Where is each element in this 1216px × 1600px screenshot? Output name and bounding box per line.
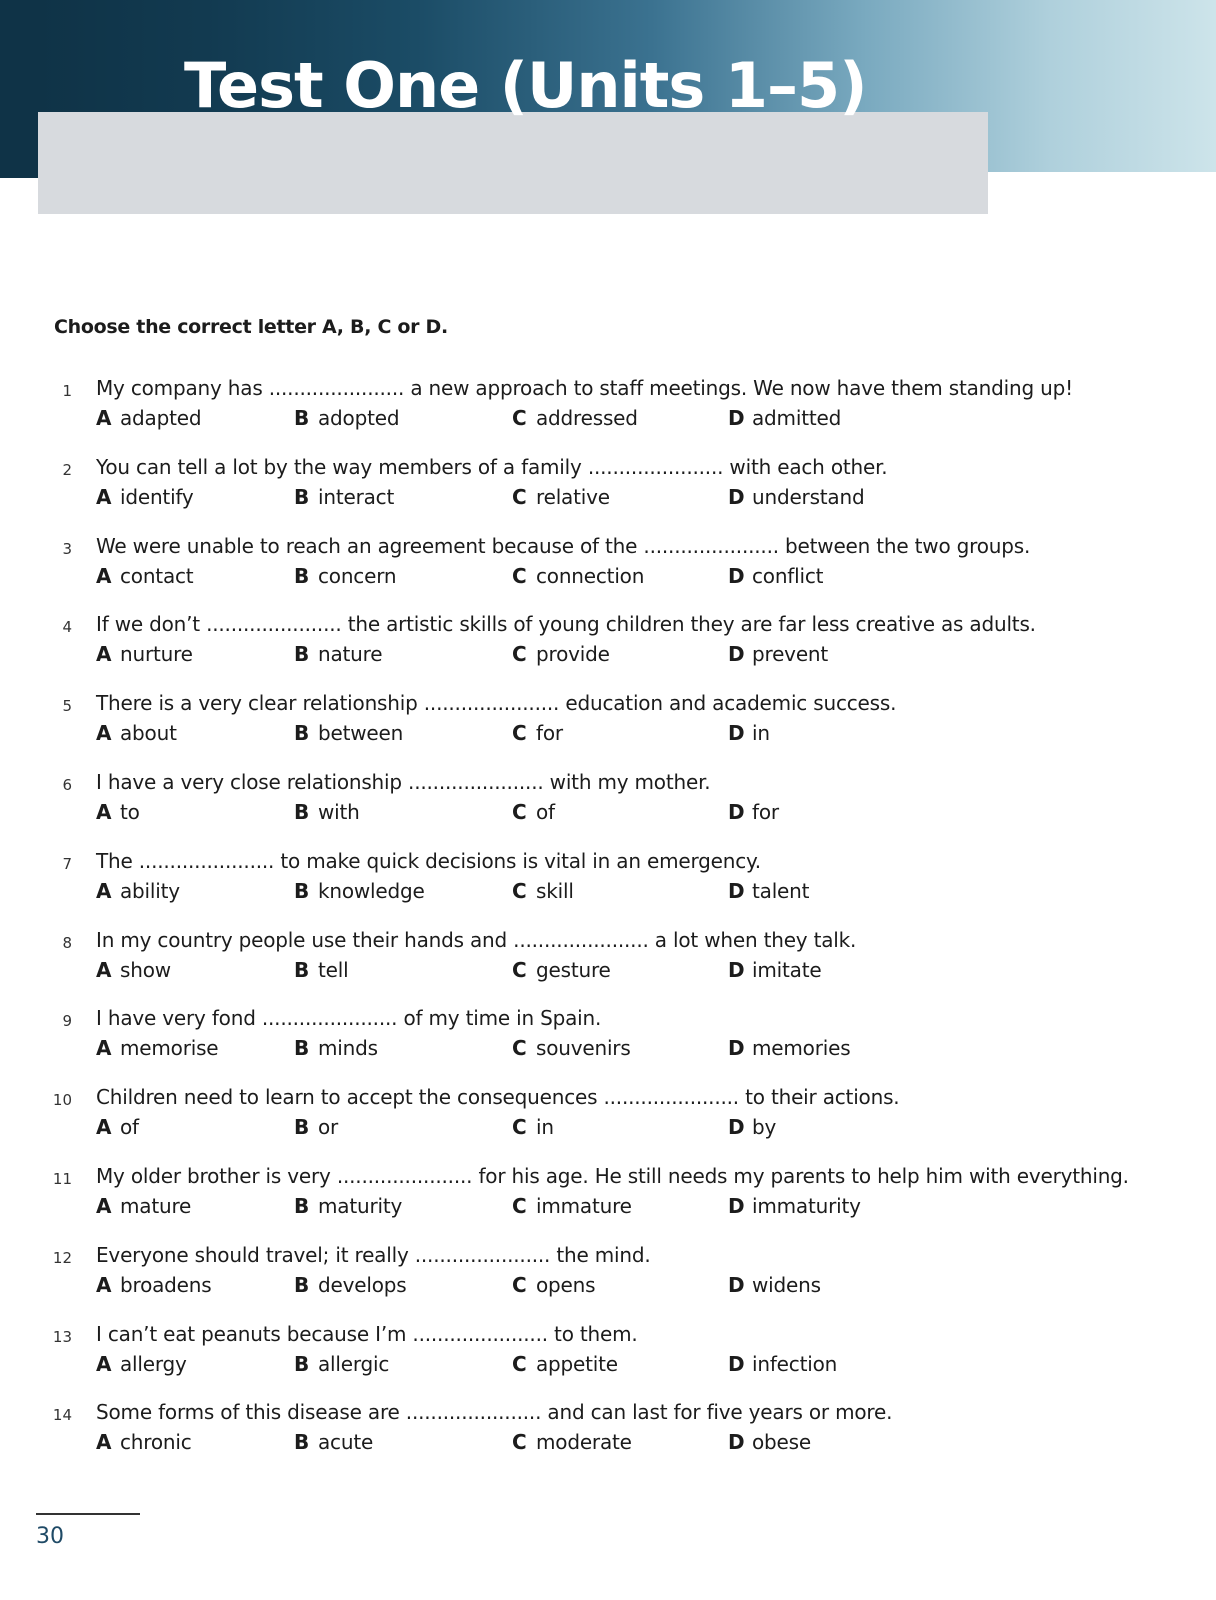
question-item	[40, 612, 1170, 672]
option-letter: B	[294, 1430, 310, 1455]
option-text: show	[120, 957, 171, 982]
option-text: for	[752, 800, 779, 824]
answer-option-d[interactable]	[728, 800, 779, 824]
instruction-text: Choose the correct letter A, B, C or D.	[54, 316, 448, 338]
option-letter: B	[294, 1351, 310, 1376]
option-text: maturity	[318, 1194, 403, 1218]
option-letter: C	[512, 1194, 527, 1218]
option-letter: A	[96, 1272, 112, 1297]
option-text: understand	[752, 484, 865, 509]
answer-option-b[interactable]	[294, 1115, 338, 1139]
answer-option-d[interactable]	[728, 564, 823, 588]
option-text: or	[318, 1115, 339, 1140]
page-title: Test One (Units 1–5)	[184, 49, 867, 122]
option-letter: C	[512, 878, 527, 903]
answer-option-b[interactable]	[294, 958, 348, 982]
option-letter: A	[96, 1194, 112, 1218]
option-text: concern	[318, 563, 397, 588]
question-stem: My company has ...................... a new approach to staff meetings. We now have them standing up!	[96, 376, 1073, 400]
question-number: 10	[52, 1091, 72, 1110]
option-text: relative	[536, 484, 610, 509]
footer-divider	[36, 1513, 140, 1515]
answer-option-c[interactable]	[512, 721, 563, 745]
option-text: in	[536, 1115, 554, 1140]
question-number: 4	[62, 618, 72, 637]
question-stem: Children need to learn to accept the consequences ...................... to their actions.	[96, 1085, 900, 1110]
option-text: souvenirs	[536, 1036, 631, 1061]
option-text: develops	[318, 1272, 407, 1297]
option-text: immature	[536, 1194, 632, 1218]
option-letter: A	[96, 642, 112, 667]
option-text: allergic	[318, 1351, 390, 1376]
option-text: with	[318, 800, 360, 824]
answer-option-a[interactable]	[96, 485, 194, 509]
option-letter: C	[512, 484, 527, 509]
question-item	[40, 1006, 1170, 1066]
answer-option-d[interactable]	[728, 1430, 811, 1454]
option-letter: D	[728, 721, 745, 746]
answer-option-c[interactable]	[512, 958, 611, 982]
question-item	[40, 1322, 1170, 1382]
option-letter: C	[512, 1036, 527, 1061]
option-text: nature	[318, 642, 383, 667]
option-letter: D	[728, 1194, 745, 1218]
option-text: tell	[318, 957, 349, 982]
answer-option-d[interactable]	[728, 485, 864, 509]
option-text: skill	[536, 878, 574, 903]
option-text: about	[120, 721, 177, 746]
option-text: interact	[318, 484, 395, 509]
question-number: 3	[62, 539, 72, 558]
question-item	[40, 455, 1170, 515]
question-item	[40, 1400, 1170, 1460]
answer-option-c[interactable]	[512, 564, 644, 588]
option-text: to	[120, 800, 140, 824]
option-text: connection	[536, 563, 645, 588]
question-number: 2	[62, 460, 72, 479]
question-number: 14	[52, 1406, 72, 1425]
option-text: between	[318, 721, 404, 746]
option-letter: C	[512, 1351, 527, 1376]
question-stem: We were unable to reach an agreement because of the ...................... between the two groups.	[96, 533, 1031, 558]
option-letter: D	[728, 878, 745, 903]
option-letter: B	[294, 1115, 310, 1140]
answer-option-a[interactable]	[96, 1352, 187, 1376]
answer-option-b[interactable]	[294, 800, 360, 824]
question-item	[40, 770, 1170, 830]
question-item	[40, 376, 1170, 436]
answer-option-c[interactable]	[512, 485, 610, 509]
option-letter: A	[96, 484, 112, 509]
question-stem: You can tell a lot by the way members of a family ...................... with each other.	[96, 454, 888, 479]
answer-option-a[interactable]	[96, 406, 201, 430]
question-item	[40, 534, 1170, 594]
option-letter: A	[96, 1351, 112, 1376]
option-text: by	[752, 1115, 777, 1140]
option-letter: A	[96, 721, 112, 746]
option-letter: C	[512, 957, 527, 982]
answer-option-c[interactable]	[512, 642, 610, 666]
answer-option-c[interactable]	[512, 406, 638, 430]
header-dark-block	[0, 0, 40, 178]
option-letter: D	[728, 957, 745, 982]
option-letter: C	[512, 800, 527, 824]
option-letter: D	[728, 1036, 745, 1061]
answer-option-b[interactable]	[294, 406, 399, 430]
answer-option-c[interactable]	[512, 1430, 632, 1454]
option-text: in	[752, 721, 770, 746]
option-text: of	[120, 1115, 139, 1140]
option-letter: C	[512, 1272, 527, 1297]
option-text: talent	[752, 878, 810, 903]
option-text: for	[536, 721, 563, 746]
answer-option-d[interactable]	[728, 1194, 861, 1218]
option-letter: C	[512, 563, 527, 588]
option-letter: D	[728, 1115, 745, 1140]
option-text: identify	[120, 484, 194, 509]
option-letter: B	[294, 1272, 310, 1297]
option-letter: B	[294, 1036, 310, 1061]
option-letter: D	[728, 406, 745, 430]
option-letter: B	[294, 878, 310, 903]
option-text: admitted	[752, 406, 842, 430]
option-letter: C	[512, 642, 527, 667]
option-text: chronic	[120, 1430, 192, 1455]
answer-option-b[interactable]	[294, 879, 425, 903]
option-text: opens	[536, 1272, 596, 1297]
option-text: allergy	[120, 1351, 187, 1376]
header-grey-panel	[38, 112, 988, 214]
option-letter: A	[96, 406, 112, 430]
answer-option-b[interactable]	[294, 1273, 406, 1297]
answer-option-d[interactable]	[728, 1273, 821, 1297]
option-letter: B	[294, 957, 310, 982]
question-item	[40, 1243, 1170, 1303]
answer-option-d[interactable]	[728, 1036, 850, 1060]
answer-option-b[interactable]	[294, 721, 403, 745]
option-text: memorise	[120, 1036, 219, 1061]
question-number: 6	[62, 776, 72, 794]
option-text: acute	[318, 1430, 374, 1455]
option-letter: D	[728, 484, 745, 509]
option-letter: D	[728, 1272, 745, 1297]
option-text: moderate	[536, 1430, 632, 1455]
question-stem: I have a very close relationship ...................... with my mother.	[96, 770, 711, 794]
page-number: 30	[36, 1524, 64, 1549]
option-letter: B	[294, 563, 310, 588]
question-stem: In my country people use their hands and ...................... a lot when they talk.	[96, 927, 857, 952]
answer-option-c[interactable]	[512, 1115, 554, 1139]
option-letter: D	[728, 563, 745, 588]
question-number: 13	[52, 1327, 72, 1346]
question-stem: If we don’t ...................... the artistic skills of young children they are far less creative as adults.	[96, 612, 1036, 637]
question-item	[40, 849, 1170, 909]
option-letter: A	[96, 878, 112, 903]
answer-option-c[interactable]	[512, 879, 574, 903]
option-letter: B	[294, 484, 310, 509]
question-stem: The ...................... to make quick decisions is vital in an emergency.	[96, 848, 761, 873]
option-text: gesture	[536, 957, 611, 982]
option-letter: D	[728, 642, 745, 667]
answer-option-a[interactable]	[96, 800, 140, 824]
option-text: infection	[752, 1351, 838, 1376]
option-letter: B	[294, 721, 310, 746]
option-text: minds	[318, 1036, 378, 1061]
option-text: prevent	[752, 642, 829, 667]
option-text: addressed	[536, 406, 638, 430]
question-item	[40, 691, 1170, 751]
answer-option-a[interactable]	[96, 721, 177, 745]
question-stem: My older brother is very ...................... for his age. He still needs my parents to help him with everything.	[96, 1164, 1129, 1188]
answer-option-d[interactable]	[728, 958, 821, 982]
option-letter: C	[512, 1430, 527, 1455]
option-text: knowledge	[318, 878, 425, 903]
option-text: adopted	[318, 406, 400, 430]
answer-option-b[interactable]	[294, 485, 394, 509]
option-letter: A	[96, 1115, 112, 1140]
answer-option-c[interactable]	[512, 1352, 618, 1376]
answer-option-d[interactable]	[728, 1352, 837, 1376]
option-letter: B	[294, 800, 310, 824]
question-number: 8	[62, 933, 72, 952]
option-text: provide	[536, 642, 610, 667]
answer-option-c[interactable]	[512, 1273, 595, 1297]
option-letter: A	[96, 1036, 112, 1061]
option-text: of	[536, 800, 555, 824]
option-letter: D	[728, 800, 745, 824]
question-number: 5	[62, 697, 72, 716]
question-stem: Everyone should travel; it really ...................... the mind.	[96, 1242, 651, 1267]
answer-option-b[interactable]	[294, 564, 396, 588]
option-text: contact	[120, 563, 194, 588]
question-number: 12	[52, 1248, 72, 1267]
answer-option-a[interactable]	[96, 1273, 211, 1297]
option-letter: C	[512, 406, 527, 430]
question-item	[40, 1164, 1170, 1224]
answer-option-c[interactable]	[512, 1036, 631, 1060]
question-item	[40, 928, 1170, 988]
answer-option-b[interactable]	[294, 642, 382, 666]
option-text: memories	[752, 1036, 851, 1061]
answer-option-a[interactable]	[96, 958, 171, 982]
option-text: appetite	[536, 1351, 618, 1376]
question-number: 9	[62, 1012, 72, 1031]
option-letter: A	[96, 1430, 112, 1455]
option-letter: A	[96, 800, 112, 824]
answer-option-d[interactable]	[728, 721, 770, 745]
option-letter: A	[96, 957, 112, 982]
answer-option-d[interactable]	[728, 1115, 776, 1139]
question-stem: I can’t eat peanuts because I’m ...................... to them.	[96, 1321, 638, 1346]
option-text: immaturity	[752, 1194, 861, 1218]
option-text: broadens	[120, 1272, 212, 1297]
option-letter: B	[294, 406, 310, 430]
option-text: conflict	[752, 563, 824, 588]
answer-option-a[interactable]	[96, 1430, 192, 1454]
answer-option-d[interactable]	[728, 406, 841, 430]
answer-option-c[interactable]	[512, 1194, 632, 1218]
answer-option-a[interactable]	[96, 879, 180, 903]
option-text: mature	[120, 1194, 192, 1218]
option-letter: D	[728, 1430, 745, 1455]
question-number: 1	[62, 382, 72, 400]
answer-option-b[interactable]	[294, 1036, 378, 1060]
answer-option-d[interactable]	[728, 879, 809, 903]
answer-option-b[interactable]	[294, 1352, 389, 1376]
option-text: widens	[752, 1272, 821, 1297]
question-stem: I have very fond ...................... of my time in Spain.	[96, 1006, 602, 1031]
answer-option-b[interactable]	[294, 1194, 402, 1218]
option-text: nurture	[120, 642, 193, 667]
answer-option-a[interactable]	[96, 1115, 139, 1139]
answer-option-b[interactable]	[294, 1430, 373, 1454]
question-item	[40, 1085, 1170, 1145]
option-letter: B	[294, 642, 310, 667]
option-text: imitate	[752, 957, 822, 982]
option-text: obese	[752, 1430, 811, 1455]
answer-option-c[interactable]	[512, 800, 555, 824]
option-letter: B	[294, 1194, 310, 1218]
option-text: ability	[120, 878, 180, 903]
option-letter: D	[728, 1351, 745, 1376]
answer-option-a[interactable]	[96, 1036, 218, 1060]
question-number: 7	[62, 854, 72, 873]
question-stem: Some forms of this disease are ...................... and can last for five years or more.	[96, 1400, 893, 1425]
question-stem: There is a very clear relationship ...................... education and academic success.	[96, 691, 897, 716]
option-text: adapted	[120, 406, 202, 430]
option-letter: A	[96, 563, 112, 588]
option-letter: C	[512, 721, 527, 746]
answer-option-a[interactable]	[96, 642, 193, 666]
option-letter: C	[512, 1115, 527, 1140]
answer-option-a[interactable]	[96, 564, 193, 588]
answer-option-a[interactable]	[96, 1194, 191, 1218]
answer-option-d[interactable]	[728, 642, 828, 666]
question-number: 11	[52, 1170, 72, 1188]
